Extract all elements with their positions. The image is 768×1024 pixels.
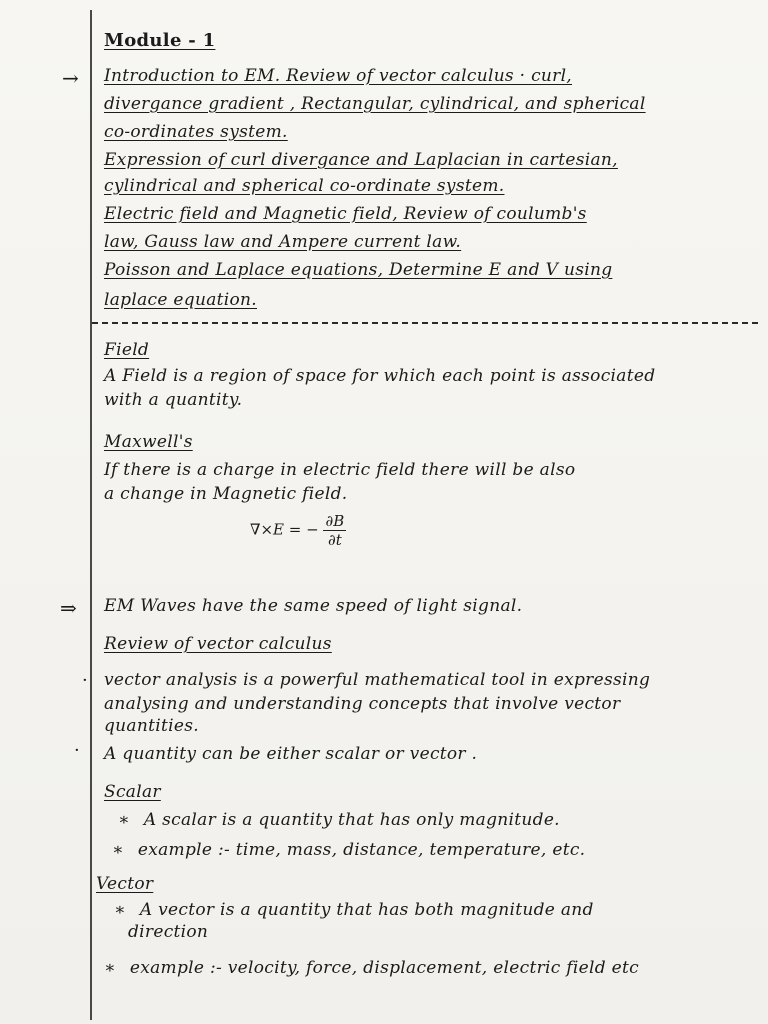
field-line-2: with a quantity. — [104, 390, 243, 410]
star-bullet-icon: ∗ — [114, 900, 126, 920]
review-line-4: A quantity can be either scalar or vector . — [104, 744, 478, 764]
formula-left: ∇×E = − — [250, 520, 319, 539]
formula-fraction — [323, 512, 346, 549]
scalar-def — [118, 810, 760, 830]
star-bullet-icon: ∗ — [112, 840, 124, 860]
vector-example-text: example :- velocity, force, displacement, electric field etc — [129, 958, 639, 978]
scalar-heading: Scalar — [104, 782, 161, 802]
review-line-3: quantities. — [104, 716, 199, 736]
maxwell-formula — [250, 512, 346, 549]
module-line-8: Poisson and Laplace equations, Determine E and V using — [104, 260, 613, 280]
formula-denominator: ∂t — [327, 531, 342, 549]
vector-def-2: direction — [128, 922, 209, 942]
right-arrow-icon: → — [62, 66, 79, 90]
em-waves-line: EM Waves have the same speed of light signal. — [104, 596, 523, 616]
vector-def-1 — [114, 900, 760, 920]
maxwell-line-1: If there is a charge in electric field there will be also — [104, 460, 576, 480]
module-line-2: divergance gradient , Rectangular, cylindrical, and spherical — [104, 94, 646, 114]
module-line-6: Electric field and Magnetic field, Review of coulumb's — [104, 204, 587, 224]
field-line-1: A Field is a region of space for which each point is associated — [104, 366, 656, 386]
vector-def-text: A vector is a quantity that has both magnitude and — [139, 900, 594, 920]
maxwell-heading: Maxwell's — [104, 432, 193, 452]
star-bullet-icon: ∗ — [118, 810, 130, 830]
module-line-3: co-ordinates system. — [104, 122, 288, 142]
review-heading: Review of vector calculus — [104, 634, 332, 654]
section-divider — [92, 322, 758, 324]
module-line-5: cylindrical and spherical co-ordinate system. — [104, 176, 505, 196]
bullet-dot-icon: · — [74, 740, 80, 761]
vector-example — [104, 958, 760, 978]
module-line-1: Introduction to EM. Review of vector calculus · curl, — [104, 66, 573, 86]
scalar-example-text: example :- time, mass, distance, temperature, etc. — [137, 840, 586, 860]
vector-heading: Vector — [96, 874, 154, 894]
field-heading: Field — [104, 340, 150, 360]
formula-numerator: ∂B — [325, 512, 345, 530]
margin-line — [90, 10, 92, 1020]
maxwell-line-2: a change in Magnetic field. — [104, 484, 348, 504]
review-line-2: analysing and understanding concepts that involve vector — [104, 694, 621, 714]
module-title: Module - 1 — [104, 30, 216, 51]
star-bullet-icon: ∗ — [104, 958, 116, 978]
bullet-dot-icon: · — [82, 670, 88, 691]
scalar-example — [112, 840, 760, 860]
scalar-def-text: A scalar is a quantity that has only magnitude. — [143, 810, 560, 830]
module-line-9: laplace equation. — [104, 290, 257, 310]
module-line-4: Expression of curl divergance and Laplacian in cartesian, — [104, 150, 618, 170]
module-line-7: law, Gauss law and Ampere current law. — [104, 232, 462, 252]
review-line-1: vector analysis is a powerful mathematical tool in expressing — [104, 670, 651, 690]
double-arrow-icon: ⇒ — [60, 596, 77, 620]
